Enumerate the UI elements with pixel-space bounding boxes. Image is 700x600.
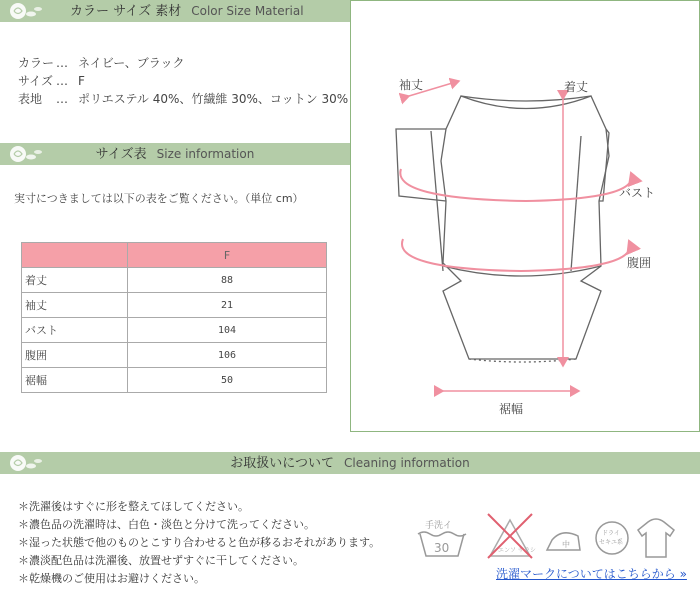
label-waist: 腹囲 (627, 256, 652, 270)
hang-dry-icon (638, 519, 674, 557)
spec-sep: … (56, 56, 68, 70)
handwash-label: 手洗イ (425, 521, 453, 531)
table-row (22, 268, 327, 293)
list-item: ＊湿った状態で他のものとこすり合わせると色が移るおそれがあります。 (18, 536, 381, 549)
row-value: 50 (128, 368, 327, 393)
handwash-temp: 30 (434, 541, 450, 555)
spec-sep: … (56, 92, 68, 106)
section-subtitle: Cleaning information (344, 456, 470, 470)
row-label: 裾幅 (22, 368, 128, 393)
row-value: 104 (128, 318, 327, 343)
section-title: サイズ表 (95, 147, 147, 162)
spec-key: カラー (18, 56, 55, 70)
spec-sep: … (56, 74, 68, 88)
iron-icon (547, 533, 580, 550)
garment-illustration (351, 1, 699, 431)
spec-row (18, 54, 348, 72)
label-hem: 裾幅 (499, 402, 524, 416)
section-title: カラー サイズ 素材 (70, 4, 182, 19)
spec-key: 表地 (18, 92, 43, 106)
table-row (22, 293, 327, 318)
care-list (18, 498, 380, 588)
list-item: ＊濃色品の洗濯時は、白色・淡色と分けて洗ってください。 (18, 518, 315, 531)
table-row (22, 368, 327, 393)
garment-outline (396, 96, 609, 362)
section-header-material (0, 0, 350, 22)
size-table (21, 242, 327, 393)
no-bleach-label: エンソ サラシ (498, 547, 536, 554)
list-item: ＊乾燥機のご使用はお避けください。 (18, 572, 205, 585)
spec-value: F (78, 74, 85, 88)
dry-label: ドライ (602, 530, 620, 537)
table-row (22, 318, 327, 343)
table-header-row (22, 243, 327, 268)
row-label: 袖丈 (22, 293, 128, 318)
waist-arrow (402, 239, 630, 271)
spec-value: ポリエステル 40%、竹繊維 30%、コットン 30% (78, 92, 349, 106)
care-icons (412, 512, 697, 562)
section-header-cleaning (0, 452, 700, 474)
dry-clean-icon (596, 522, 628, 554)
garment-diagram (350, 0, 700, 432)
table-header-blank (22, 243, 128, 268)
section-subtitle: Color Size Material (191, 4, 304, 18)
no-bleach-icon (488, 514, 536, 558)
size-note: 実寸につきましては以下の表をご覧ください。（単位 cm） (14, 192, 304, 205)
care-symbol-link[interactable]: 洗濯マークについてはこちらから » (496, 567, 687, 581)
table-row (22, 343, 327, 368)
list-item: ＊洗濯後はすぐに形を整えてほしてください。 (18, 500, 249, 513)
section-header-size (0, 143, 350, 165)
row-value: 88 (128, 268, 327, 293)
spec-value: ネイビー、ブラック (78, 56, 185, 70)
table-header-size: F (128, 243, 327, 268)
row-value: 106 (128, 343, 327, 368)
dry2-label: セキユ系 (599, 539, 624, 546)
section-subtitle: Size information (156, 147, 255, 161)
section-title: お取扱いについて (230, 456, 335, 471)
row-label: 腹囲 (22, 343, 128, 368)
rose-icon (6, 0, 48, 22)
row-label: 着丈 (22, 268, 128, 293)
label-length: 着丈 (564, 80, 589, 94)
label-bust: バスト (619, 186, 656, 200)
iron-label: 中 (562, 540, 570, 549)
spec-row (18, 90, 348, 108)
list-item: ＊濃淡配色品は洗濯後、放置せずすぐに干してください。 (18, 554, 304, 567)
spec-list (18, 54, 348, 108)
label-sleeve: 袖丈 (399, 78, 424, 92)
row-value: 21 (128, 293, 327, 318)
handwash-icon (418, 519, 466, 556)
row-label: バスト (22, 318, 128, 343)
spec-key: サイズ (18, 74, 54, 88)
spec-row (18, 72, 348, 90)
